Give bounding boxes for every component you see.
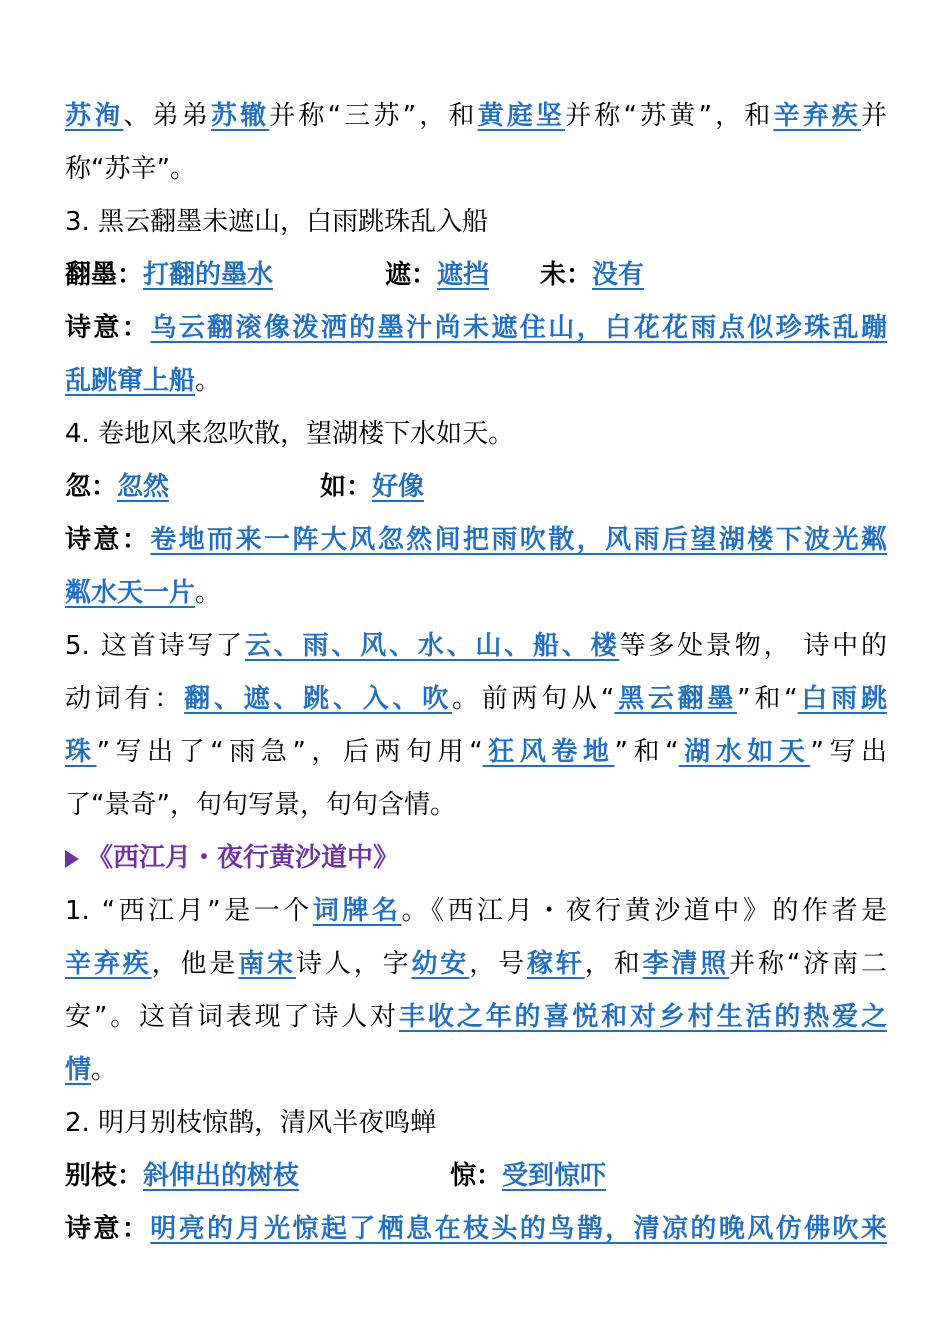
vocab-item <box>450 1150 606 1203</box>
answer-blank: 情 <box>65 1055 92 1085</box>
document-page <box>65 90 887 1256</box>
meaning-label: 诗意： <box>65 1214 151 1244</box>
answer-blank: 打翻的墨水 <box>143 260 274 290</box>
text-span: ，和 <box>584 949 643 979</box>
text-span: ，号 <box>469 949 527 979</box>
answer-blank: 斜伸出的树枝 <box>143 1161 300 1191</box>
text-span: 5. 这首诗写了 <box>65 631 245 661</box>
vocab-label: 如： <box>320 472 373 502</box>
answer-blank: 明亮的月光惊起了栖息在枝头的鸟鹊，清凉的晚风仿佛吹来 <box>150 1214 887 1244</box>
answer-blank: 遮挡 <box>437 260 490 290</box>
vocab-item <box>385 249 540 302</box>
answer-blank: 黑云翻墨 <box>614 684 738 714</box>
answer-blank: 幼安 <box>411 949 470 979</box>
answer-blank: 乌云翻滚像泼洒的墨汁尚未遮住山，白花花雨点似珍珠乱蹦 <box>150 313 887 343</box>
section-title: 《西江月・夜行黄沙道中》 <box>87 843 400 873</box>
meaning-label: 诗意： <box>65 313 151 343</box>
answer-blank: 李清照 <box>642 949 730 979</box>
section-heading <box>65 832 887 885</box>
vocab-line <box>65 461 887 514</box>
text-line <box>65 1044 887 1097</box>
answer-blank: 白雨跳 <box>797 684 887 714</box>
answer-blank: 粼水天一片 <box>65 578 196 608</box>
answer-blank: 辛弃疾 <box>65 949 152 979</box>
text-span: 动词有： <box>65 684 185 714</box>
text-span: 安”。这首词表现了诗人对 <box>65 1002 399 1032</box>
meaning-line <box>65 567 887 620</box>
text-span: 1. “西江月”是一个 <box>65 896 313 926</box>
text-span: 并称“济南二 <box>729 949 887 979</box>
text-line <box>65 620 887 673</box>
answer-blank: 乱跳窜上船 <box>65 366 196 396</box>
text-span: ”写出 <box>810 737 887 767</box>
vocab-item <box>65 1150 450 1203</box>
text-span: ”和“ <box>614 737 679 767</box>
meaning-line <box>65 355 887 408</box>
text-line <box>65 726 887 779</box>
answer-blank: 稼轩 <box>526 949 585 979</box>
vocab-label: 别枝： <box>65 1161 144 1191</box>
question-title: 3. 黑云翻墨未遮山，白雨跳珠乱入船 <box>65 207 489 237</box>
vocab-line <box>65 249 887 302</box>
answer-blank: 南宋 <box>238 949 296 979</box>
text-span: ”写出了“雨急”，后两句用“ <box>96 737 483 767</box>
text-span: 了“景奇”，句句写景，句句含情。 <box>65 790 456 820</box>
question-title: 4. 卷地风来忽吹散，望湖楼下水如天。 <box>65 419 515 449</box>
text-span: 。前两句从“ <box>452 684 615 714</box>
text-span: ”和“ <box>737 684 798 714</box>
vocab-label: 未： <box>540 260 593 290</box>
text-span: 并称“三苏”，和 <box>269 101 478 131</box>
answer-blank: 卷地而来一阵大风忽然间把雨吹散，风雨后望湖楼下波光粼 <box>150 525 887 555</box>
answer-blank: 云、雨、风、水、山、船、楼 <box>244 631 620 661</box>
text-span: 并 <box>860 101 887 131</box>
vocab-label: 惊： <box>450 1161 503 1191</box>
answer-blank: 没有 <box>592 260 645 290</box>
answer-blank: 珠 <box>65 737 97 767</box>
answer-blank: 苏洵 <box>65 101 124 131</box>
text-span: 诗人，字 <box>296 949 412 979</box>
question-title: 2. 明月别枝惊鹊，清风半夜鸣蝉 <box>65 1108 437 1138</box>
meaning-line <box>65 514 887 567</box>
text-line <box>65 991 887 1044</box>
text-line <box>65 673 887 726</box>
text-span: 称“苏辛”。 <box>65 154 196 184</box>
vocab-line <box>65 1150 887 1203</box>
text-line <box>65 779 887 832</box>
triangle-bullet-icon <box>65 850 79 868</box>
text-span: 。 <box>195 578 222 608</box>
answer-blank: 狂风卷地 <box>482 737 615 767</box>
vocab-item <box>320 461 424 514</box>
text-span: 、弟弟 <box>123 101 211 131</box>
answer-blank: 好像 <box>372 472 425 502</box>
text-span: 等多处景物， 诗中的 <box>619 631 887 661</box>
text-span: 。《西江月・夜行黄沙道中》的作者是 <box>401 896 887 926</box>
answer-blank: 苏辙 <box>210 101 270 131</box>
answer-blank: 忽然 <box>117 472 170 502</box>
vocab-label: 忽： <box>65 472 118 502</box>
text-span: 。 <box>195 366 222 396</box>
text-span: 并称“苏黄”，和 <box>565 101 774 131</box>
vocab-label: 遮： <box>385 260 438 290</box>
meaning-label: 诗意： <box>65 525 151 555</box>
text-line <box>65 938 887 991</box>
text-line <box>65 90 887 143</box>
text-line <box>65 143 887 196</box>
meaning-line <box>65 1203 887 1256</box>
answer-blank: 辛弃疾 <box>773 101 861 131</box>
answer-blank: 词牌名 <box>312 896 402 926</box>
meaning-line <box>65 302 887 355</box>
answer-blank: 翻、遮、跳、入、吹 <box>184 684 452 714</box>
vocab-label: 翻墨： <box>65 260 144 290</box>
vocab-item <box>65 461 320 514</box>
vocab-item <box>540 249 644 302</box>
text-line <box>65 885 887 938</box>
answer-blank: 湖水如天 <box>678 737 811 767</box>
answer-blank: 受到惊吓 <box>502 1161 607 1191</box>
text-span: 。 <box>91 1055 118 1085</box>
vocab-item <box>65 249 385 302</box>
text-span: ，他是 <box>151 949 239 979</box>
answer-blank: 丰收之年的喜悦和对乡村生活的热爱之 <box>398 1002 887 1032</box>
answer-blank: 黄庭坚 <box>477 101 566 131</box>
